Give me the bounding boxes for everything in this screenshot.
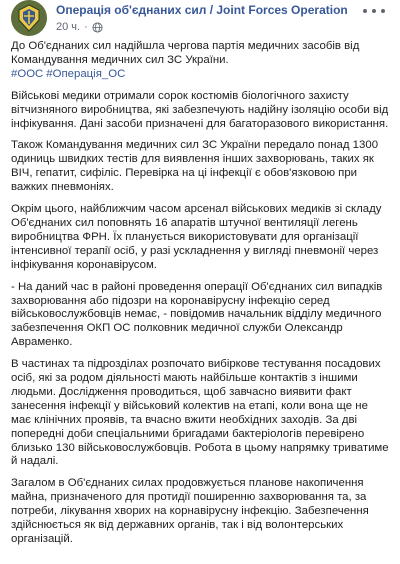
page-avatar[interactable] (11, 0, 47, 36)
post-intro-block (11, 40, 389, 82)
post-paragraph: - На даний час в районі проведення операції Об'єднаних сил випадків захворювання або підозри на коронавірусну інфекцію серед військовослужбовців немає, - повідомив начальник відділу медичного забезпечення ОКП ОС полковник медичної служби Олександр Авраменко. (11, 280, 383, 349)
post-intro: До Об'єднаних сил надійшла чергова партія медичних засобів від Командування медичних сил ЗС України. (11, 40, 360, 66)
post-header (11, 0, 389, 40)
more-options-icon[interactable] (363, 4, 385, 18)
post-paragraph: Також Командування медичних сил ЗС України передало понад 1300 одиниць швидких тестів для виявлення інших захворювань, таких як ВІЧ, гепатит, сифіліс. Перевірка на ці інфекції є обов'язковою при важких пневмоніях. (11, 139, 379, 194)
post-paragraph: Загалом в Об'єднаних силах продовжується планове накопичення майна, призначеного для протидії поширенню захворювання та, за потреби, лікування хворих на корнавірусну інфекцію. Забезпечення здійснюється як від державних органів, так і від волонтерських організацій. (11, 477, 369, 545)
hashtag-link[interactable]: #Операція_ОС (46, 67, 126, 80)
post-paragraph: Військові медики отримали сорок костюмів біологічного захисту вітчизняного виробництва, які забезпечують надійну ізоляцію особи від інфікування. Дані засоби призначені для багаторазового використання. (11, 89, 389, 130)
post-body (11, 40, 389, 547)
globe-icon[interactable] (92, 22, 103, 33)
post-meta (56, 21, 103, 33)
meta-separator: · (84, 21, 88, 33)
post-paragraph: В частинах та підрозділах розпочато вибіркове тестування посадових осіб, які за родом діяльності мають найбільше контактів з іншими людьми. Дослідження проводиться, щоб завчасно виявити факт занесення інфекції у військовий колектив на етапі, коли вона ще не має клінічних проявів, та вчасно вжити необхідних заходів. За дві попередні доби спеціальними бригадами бактеріологів перевірено близько 130 військовослужбовців. Робота в цьому напрямку триватиме й надалі. (11, 358, 389, 468)
hashtags (11, 68, 128, 80)
hashtag-link[interactable]: #ООС (11, 67, 44, 80)
joint-forces-emblem-icon (11, 0, 47, 36)
post-timestamp[interactable]: 20 ч. (56, 21, 81, 33)
post-paragraph: Окрім цього, найближчим часом арсенал військових медиків зі складу Об'єднаних сил поповнять 16 апаратів штучної вентиляції легень виробництва ФРН. Їх планується використовувати для організації інтенсивної терапії осіб, у разі ускладнення у вигляді пневмонії через інфікування коронавірусом. (11, 203, 382, 271)
page-name-link[interactable]: Операція об'єднаних сил / Joint Forces Operation (56, 3, 348, 17)
